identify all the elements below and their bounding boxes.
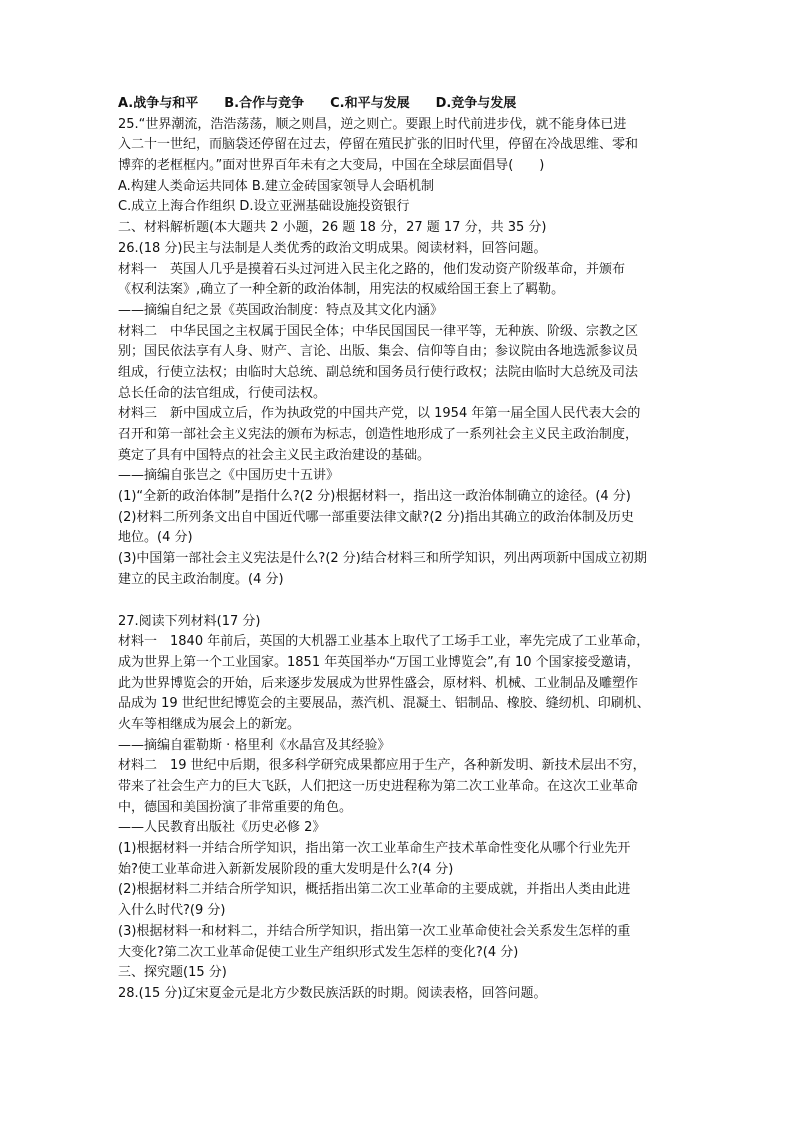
q26-material-1-line-2: 《权利法案》,确立了一种全新的政治体制，用宪法的权威给国王套上了羁勒。 [118,282,565,298]
q25-options-cd: C.成立上海合作组织 D.设立亚洲基础设施投资银行 [118,199,410,215]
section-two-heading: 二、材料解析题(本大题共 2 小题，26 题 18 分，27 题 17 分，共 35 分) [118,220,547,236]
q27-material-1-line-4: 品成为 19 世纪世纪博览会的主要展品，蒸汽机、混凝土、铝制品、橡胶、缝纫机、印刷机、 [118,696,650,712]
blank-gap [118,591,686,612]
q26-material-3-line-1: 材料三 新中国成立后，作为执政党的中国共产党，以 1954 年第一届全国人民代表大会的 [118,406,641,422]
q27-material-1-line-1: 材料一 1840 年前后，英国的大机器工业基本上取代了工场手工业，率先完成了工业革命， [118,634,650,650]
q25-line-3: 博弈的老框框内。”面对世界百年未有之大变局，中国在全球层面倡导( ) [118,158,545,174]
q26-sub-3-line-2: 建立的民主政治制度。(4 分) [118,571,284,587]
q26-material-3-source: ——摘编自张岂之《中国历史十五讲》 [118,468,340,484]
q26-sub-1: (1)“全新的政治体制”是指什么?(2 分)根据材料一，指出这一政治体制确立的途径。(4 分) [118,489,631,505]
q26-material-2-line-4: 总长任命的法官组成，行使司法权。 [118,385,327,401]
q27-material-1-line-2: 成为世界上第一个工业国家。1851 年英国举办“万国工业博览会”,有 10 个国家接受邀请， [118,654,640,670]
text-block-top [118,94,686,591]
q27-sub-2-line-1: (2)根据材料二并结合所学知识，概括指出第二次工业革命的主要成就，并指出人类由此进 [118,882,631,898]
text-block-bottom [118,612,686,1005]
section-three-heading: 三、探究题(15 分) [118,965,227,981]
q26-material-1-source: ——摘编自纪之景《英国政治制度：特点及其文化内涵》 [118,302,444,318]
q27-heading: 27.阅读下列材料(17 分) [118,613,261,629]
q27-material-2-line-1: 材料二 19 世纪中后期，很多科学研究成果都应用于生产，各种新发明、新技术层出不穷， [118,758,646,774]
q26-intro: 26.(18 分)民主与法制是人类优秀的政治文明成果。阅读材料，回答问题。 [118,240,547,256]
q26-material-3-line-3: 奠定了具有中国特点的社会主义民主政治建设的基础。 [118,447,431,463]
q27-material-2-source: ——人民教育出版社《历史必修 2》 [118,820,326,836]
q27-sub-1-line-2: 始?使工业革命进入新新发展阶段的重大发明是什么?(4 分) [118,861,454,877]
q27-material-1-line-5: 火车等相继成为展会上的新宠。 [118,716,301,732]
q26-sub-2-line-2: 地位。(4 分) [118,530,193,546]
q25-line-2: 入二十一世纪，而脑袋还停留在过去，停留在殖民扩张的旧时代里，停留在冷战思维、零和 [118,137,639,153]
q25-line-1: 25.“世界潮流，浩浩荡荡，顺之则昌，逆之则亡。要跟上时代前进步伐，就不能身体已进 [118,116,627,132]
q27-material-1-source: ——摘编自霍勒斯 · 格里利《水晶宫及其经验》 [118,737,391,753]
q26-material-1-line-1: 材料一 英国人几乎是摸着石头过河进入民主化之路的，他们发动资产阶级革命，并颁布 [118,261,626,277]
q25-options-ab: A.构建人类命运共同体 B.建立金砖国家领导人会晤机制 [118,178,434,194]
q26-sub-3-line-1: (3)中国第一部社会主义宪法是什么?(2 分)结合材料三和所学知识，列出两项新中国成立初期 [118,551,647,567]
q27-sub-3-line-1: (3)根据材料一和材料二，并结合所学知识，指出第一次工业革命使社会关系发生怎样的重 [118,923,631,939]
q27-sub-3-line-2: 大变化?第二次工业革命促使工业生产组织形式发生怎样的变化?(4 分) [118,944,519,960]
q26-material-2-line-3: 组成，行使立法权；由临时大总统、副总统和国务员行使行政权；法院由临时大总统及司法 [118,364,639,380]
q27-material-2-line-2: 带来了社会生产力的巨大飞跃，人们把这一历史进程称为第二次工业革命。在这次工业革命 [118,779,639,794]
q26-material-2-line-2: 别；国民依法享有人身、财产、言论、出版、集会、信仰等自由；参议院由各地选派参议员 [118,344,639,360]
q27-sub-1-line-1: (1)根据材料一并结合所学知识，指出第一次工业革命生产技术革命性变化从哪个行业先开 [118,841,631,857]
q24-options: A.战争与和平 B.合作与竞争 C.和平与发展 D.竞争与发展 [118,96,517,111]
q27-material-1-line-3: 此为世界博览会的开始，后来逐步发展成为世界性盛会，原材料、机械、工业制品及雕塑作 [118,675,639,691]
exam-page [118,94,686,1005]
q26-sub-2-line-1: (2)材料二所列条文出自中国近代哪一部重要法律文献?(2 分)指出其确立的政治体制及历史 [118,509,634,525]
q28-intro: 28.(15 分)辽宋夏金元是北方少数民族活跃的时期。阅读表格，回答问题。 [118,985,547,1001]
q27-material-2-line-3: 中，德国和美国扮演了非常重要的角色。 [118,799,353,815]
q26-material-3-line-2: 召开和第一部社会主义宪法的颁布为标志，创造性地形成了一系列社会主义民主政治制度， [118,427,639,442]
q27-sub-2-line-2: 入什么时代?(9 分) [118,903,226,919]
q26-material-2-line-1: 材料二 中华民国之主权属于国民全体；中华民国国民一律平等，无种族、阶级、宗教之区 [118,323,639,339]
